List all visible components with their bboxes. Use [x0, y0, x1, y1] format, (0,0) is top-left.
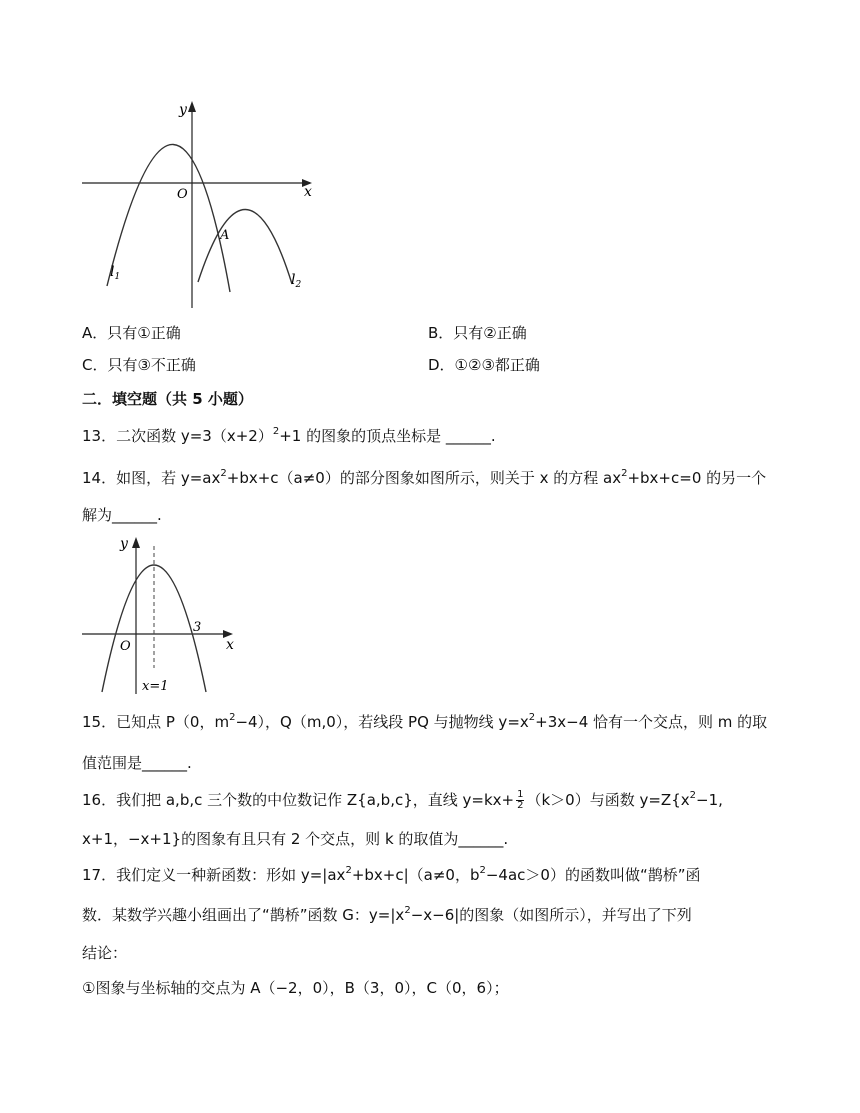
axis-of-symmetry-label: x=1	[142, 679, 169, 694]
fraction-numerator: 1	[517, 789, 524, 800]
question-17-line-3: 结论：	[82, 944, 128, 962]
q16-text-c: −1,	[696, 791, 723, 809]
q17-text-line2-b: −x−6|的图象（如图所示），并写出了下列	[410, 906, 692, 924]
q15-text-a: 15．已知点 P（0，m	[82, 713, 230, 731]
section-title: 二．填空题（共 5 小题）	[82, 390, 253, 408]
q13-text-post: +1 的图象的顶点坐标是 ______.	[279, 427, 496, 445]
q17-text-a: 17．我们定义一种新函数：形如 y=|ax	[82, 866, 346, 884]
question-17-line-2	[82, 905, 692, 928]
q14-text-c: +bx+c=0 的另一个	[627, 469, 767, 487]
x-axis-label: x	[304, 184, 312, 200]
question-17-line-1	[82, 865, 701, 888]
q17-text-b: +bx+c|（a≠0，b	[351, 866, 480, 884]
root-label: 3	[193, 620, 202, 635]
figure-parabola-axis-x1	[80, 532, 240, 698]
curve-l1-subscript: 1	[114, 272, 121, 282]
q13-text-pre: 13．二次函数 y=3（x+2）	[82, 427, 273, 445]
q17-exponent-2: 2	[479, 865, 486, 876]
curve-l2-subscript: 2	[295, 280, 302, 290]
q13-exponent: 2	[272, 426, 280, 437]
curve-l2-letter: l	[291, 272, 296, 288]
question-16-line-1	[82, 790, 723, 813]
y-axis-label: y	[120, 536, 128, 552]
q15-exponent-2: 2	[528, 712, 536, 723]
q17-text-line2-a: 数．某数学兴趣小组画出了“鹊桥”函数 G：y=|x	[82, 906, 405, 924]
q16-text-a: 16．我们把 a,b,c 三个数的中位数记作 Z{a,b,c}，直线 y=kx+	[82, 791, 515, 809]
y-axis-label: y	[179, 102, 187, 118]
curve-l1-letter: l	[110, 264, 115, 280]
q15-text-c: +3x−4 恰有一个交点，则 m 的取	[535, 713, 768, 731]
question-14-line-2: 解为______.	[82, 506, 162, 524]
question-17-conclusion-1: ①图象与坐标轴的交点为 A（−2，0），B（3，0），C（0，6）；	[82, 979, 509, 997]
question-16-line-2: x+1，−x+1}的图象有且只有 2 个交点，则 k 的取值为______.	[82, 830, 509, 848]
origin-label: O	[177, 187, 188, 202]
question-13	[82, 426, 496, 449]
question-15-line-1	[82, 712, 767, 735]
q16-text-b: （k＞0）与函数 y=Z{x	[526, 791, 690, 809]
q14-exponent-1: 2	[220, 468, 227, 479]
parabola-l1	[107, 144, 230, 292]
q14-text-a: 14．如图，若 y=ax	[82, 469, 221, 487]
fraction-denominator: 2	[517, 800, 524, 811]
option-c[interactable]: C．只有③不正确	[82, 356, 196, 374]
option-a[interactable]: A．只有①正确	[82, 324, 181, 342]
question-14-line-1	[82, 468, 766, 491]
q17-exponent-1: 2	[345, 865, 352, 876]
q15-text-b: −4），Q（m,0），若线段 PQ 与抛物线 y=x	[235, 713, 529, 731]
q14-exponent-2: 2	[621, 468, 628, 479]
parabola-l2	[198, 209, 292, 284]
point-a-label: A	[220, 228, 230, 243]
option-b[interactable]: B．只有②正确	[428, 324, 527, 342]
q15-exponent-1: 2	[229, 712, 236, 723]
q14-text-b: +bx+c（a≠0）的部分图象如图所示，则关于 x 的方程 ax	[226, 469, 622, 487]
figure-two-parabolas	[80, 96, 320, 314]
q17-exponent-3: 2	[404, 905, 411, 916]
x-axis-label: x	[226, 637, 234, 653]
curve-l2-label	[291, 272, 301, 290]
q17-text-c: −4ac＞0）的函数叫做“鹊桥”函	[485, 866, 701, 884]
question-15-line-2: 值范围是______.	[82, 754, 192, 772]
curve-l1-label	[110, 264, 120, 282]
origin-label: O	[120, 639, 131, 654]
y-axis-arrow	[188, 101, 196, 112]
option-d[interactable]: D．①②③都正确	[428, 356, 540, 374]
q16-exponent: 2	[689, 790, 696, 801]
y-axis-arrow	[132, 537, 140, 548]
fraction-one-half	[516, 790, 524, 811]
